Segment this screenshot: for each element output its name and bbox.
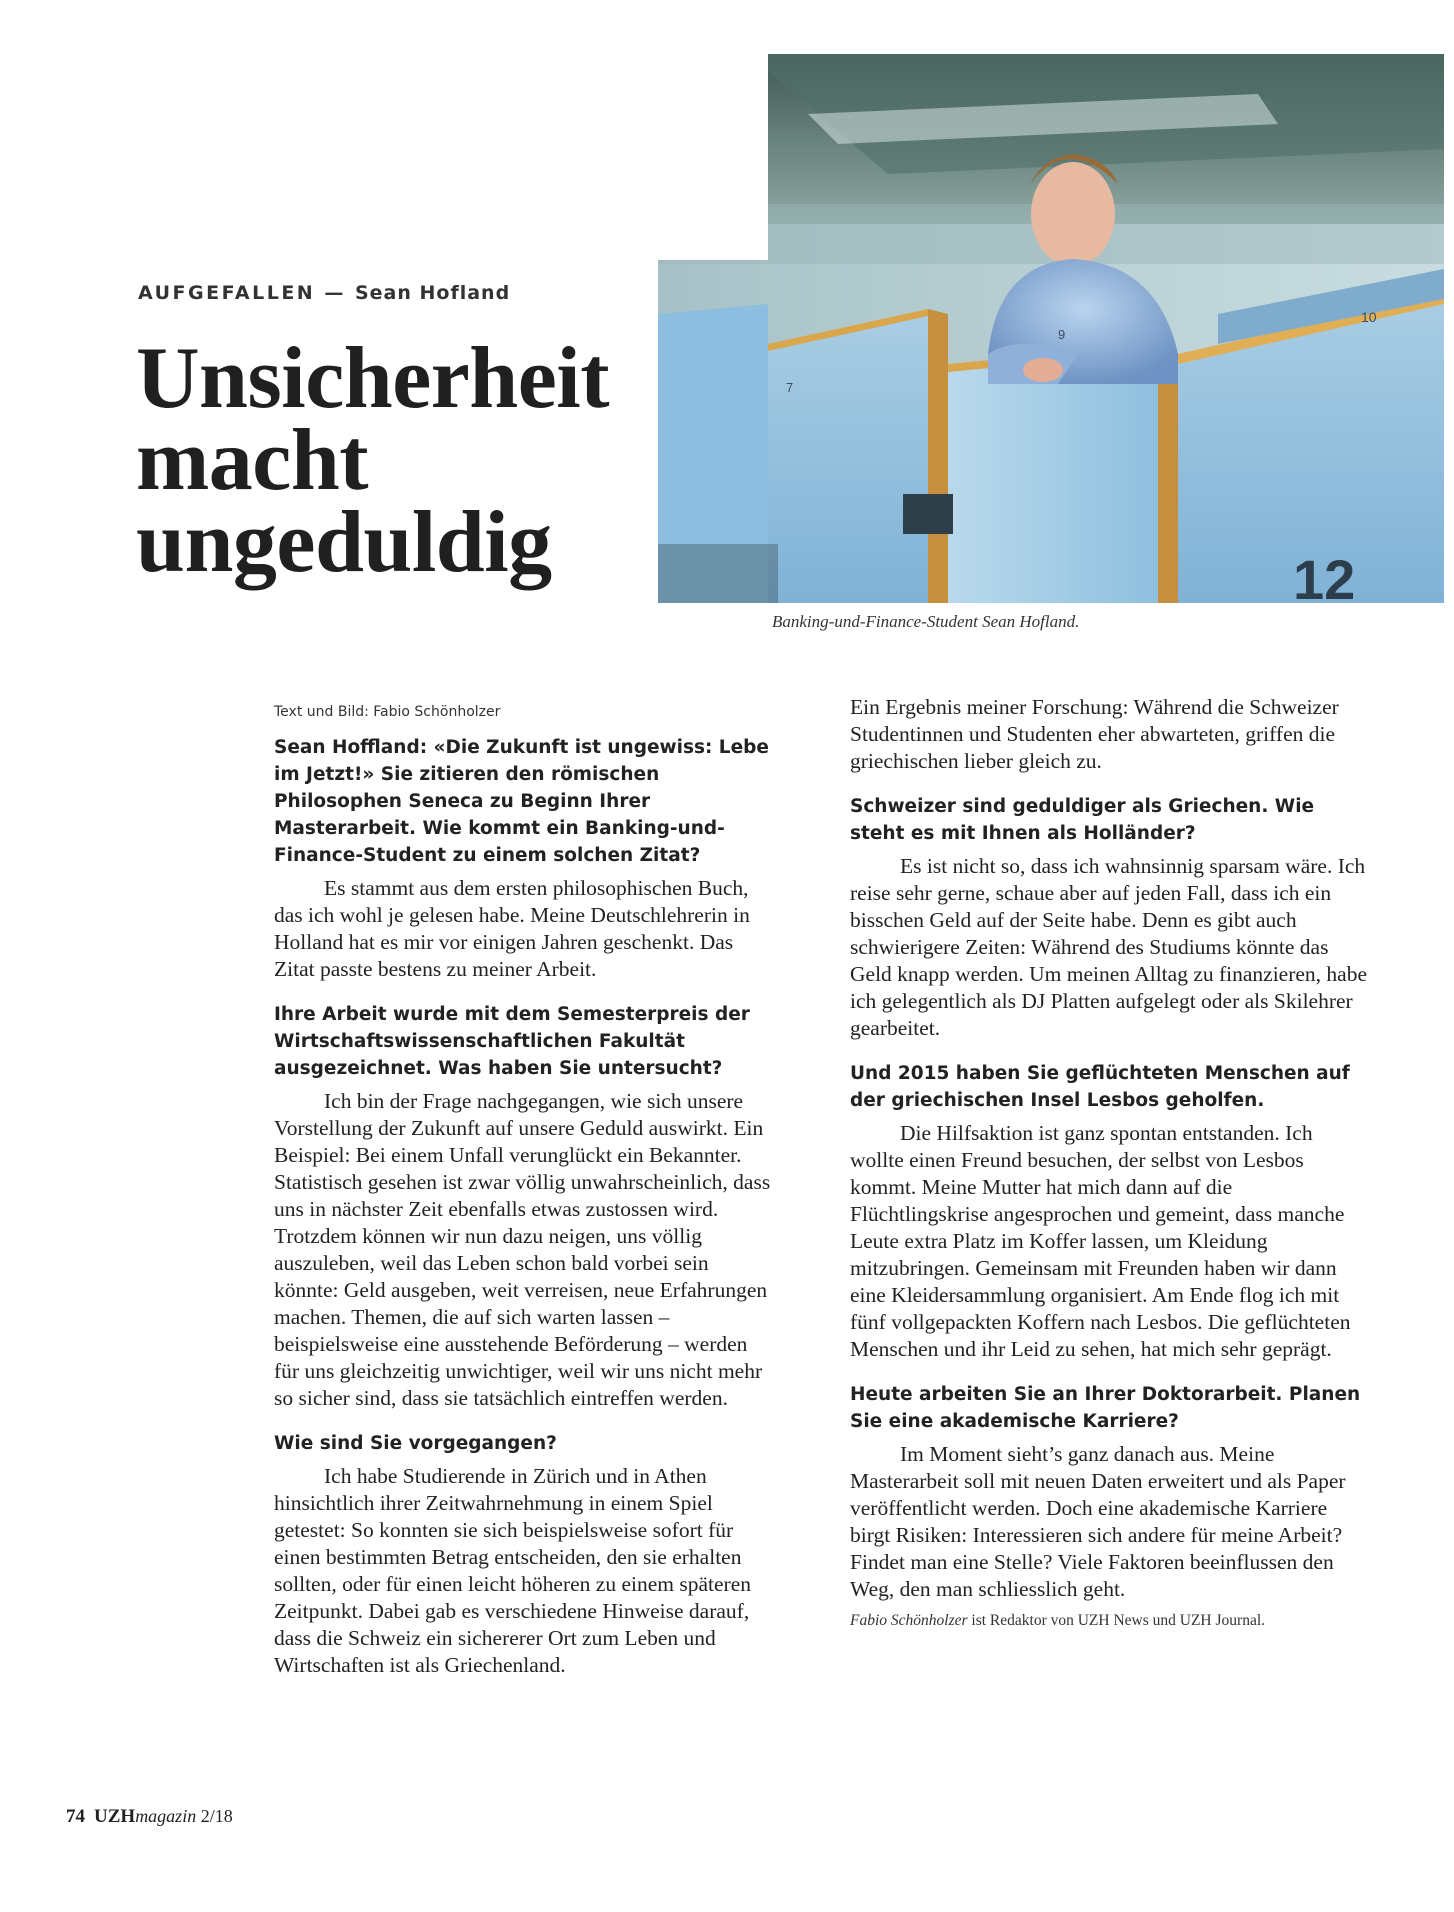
kicker-name: Sean Hofland bbox=[354, 282, 511, 304]
photo-illustration bbox=[658, 54, 1444, 603]
answer-6: Im Moment sieht’s ganz danach aus. Meine Masterarbeit soll mit neuen Daten erweitert und als Paper veröffentlicht werden. Doch eine akademische Karriere birgt Risiken: Interessieren sich andere für meine Arbeit? Findet man eine Stelle? Viele Faktoren beeinflussen den Weg, den man schliesslich geht. bbox=[850, 1442, 1346, 1601]
kicker-label: AUFGEFALLEN bbox=[138, 282, 316, 304]
question-1: Sean Hoffland: «Die Zukunft ist ungewiss: Lebe im Jetzt!» Sie zitieren den römischen Philosophen Seneca zu Beginn Ihrer Masterarbeit. Wie kommt ein Banking-und-Finance-Student zu einem solchen Zitat? bbox=[274, 737, 769, 866]
photo-caption: Banking-und-Finance-Student Sean Hofland. bbox=[772, 612, 1080, 631]
question-5: Und 2015 haben Sie geflüchteten Menschen auf der griechischen Insel Lesbos geholfen. bbox=[850, 1063, 1350, 1111]
photo-notch bbox=[658, 54, 768, 260]
issue-number: 2/18 bbox=[200, 1806, 233, 1826]
headline-line-2: macht bbox=[136, 412, 369, 509]
kicker bbox=[138, 282, 510, 304]
answer-2: Ich bin der Frage nachgegangen, wie sich unsere Vorstellung der Zukunft auf unsere Geduld auswirkt. Ein Beispiel: Bei einem Unfall verunglückt ein Bekannter. Statistisch gesehen ist zwar völlig unwahrscheinlich, dass uns in nächster Zeit ebenfalls etwas zustossen wird. Trotzdem können wir nun dazu neigen, uns völlig auszuleben, weil das Leben schon bald vorbei sein könnte: Geld ausgeben, weit verreisen, neue Erfahrungen machen. Themen, die auf sich warten lassen – beispielsweise eine ausstehende Beförderung – werden für uns gleichzeitig unwichtiger, weil wir uns nicht mehr so sicher sind, dass sie tatsächlich eintreffen werden. bbox=[274, 1089, 771, 1410]
author-note bbox=[850, 1611, 1370, 1631]
desk-number-9: 9 bbox=[1058, 327, 1066, 342]
question-2: Ihre Arbeit wurde mit dem Semesterpreis der Wirtschaftswissenschaftlichen Fakultät ausgezeichnet. Was haben Sie untersucht? bbox=[274, 1004, 750, 1079]
kicker-separator: — bbox=[324, 282, 346, 304]
headline-line-3: ungeduldig bbox=[136, 494, 552, 591]
answer-5: Die Hilfsaktion ist ganz spontan entstanden. Ich wollte einen Freund besuchen, der selbst von Lesbos kommt. Meine Mutter hat mich dann auf die Flüchtlingskrise angesprochen und gemeint, dass manche Leute extra Platz im Koffer lassen, um Kleidung mitzubringen. Gemeinsam mit Freunden haben wir dann eine Kleidersammlung organisiert. Am Ende flog ich mit fünf vollgepackten Koffern nach Lesbos. Die geflüchteten Menschen und ihr Leid zu sehen, hat mich sehr geprägt. bbox=[850, 1121, 1351, 1361]
answer-4: Es ist nicht so, dass ich wahnsinnig sparsam wäre. Ich reise sehr gerne, schaue aber auf jeden Fall, dass ich ein bisschen Geld auf der Seite habe. Denn es gibt auch schwierigere Zeiten: Während des Studiums könnte das Geld knapp werden. Um meinen Alltag zu finanzieren, habe ich gelegentlich als DJ Platten aufgelegt oder als Skilehrer gearbeitet. bbox=[850, 854, 1368, 1040]
question-4: Schweizer sind geduldiger als Griechen. Wie steht es mit Ihnen als Holländer? bbox=[850, 796, 1315, 844]
author-note-text: ist Redaktor von UZH News und UZH Journal. bbox=[971, 1612, 1266, 1629]
answer-1: Es stammt aus dem ersten philosophischen Buch, das ich wohl je gelesen habe. Meine Deutschlehrerin in Holland hat es mir vor einigen Jahren geschenkt. Das Zitat passte bestens zu meiner Arbeit. bbox=[274, 876, 750, 981]
desk-number-12: 12 bbox=[1293, 548, 1356, 603]
magazine-brand: UZH bbox=[94, 1806, 136, 1827]
hero-photo bbox=[658, 54, 1444, 603]
desk-number-10: 10 bbox=[1361, 309, 1377, 325]
page-footer bbox=[66, 1806, 233, 1828]
question-3: Wie sind Sie vorgegangen? bbox=[274, 1433, 557, 1454]
answer-3: Ich habe Studierende in Zürich und in Athen hinsichtlich ihrer Zeitwahrnehmung in einem Spiel getestet: So konnten sie sich beispielsweise sofort für einen bestimmten Betrag entscheiden, den sie erhalten sollten, oder für einen leicht höheren zu einem späteren Zeitpunkt. Dabei gab es verschiedene Hinweise darauf, dass die Schweiz ein sichererer Ort zum Leben und Wirtschaften ist als Griechenland. bbox=[274, 1464, 751, 1677]
answer-3-continuation: Ein Ergebnis meiner Forschung: Während die Schweizer Studentinnen und Studenten eher abwarteten, griffen die griechischen lieber gleich zu. bbox=[850, 695, 1339, 773]
page-number: 74 bbox=[66, 1806, 85, 1827]
magazine-name: magazin bbox=[135, 1806, 197, 1826]
headline-line-1: Unsicherheit bbox=[136, 330, 610, 427]
author-credit: Text und Bild: Fabio Schönholzer bbox=[274, 704, 501, 720]
desk-number-7: 7 bbox=[786, 380, 794, 395]
article-column-left bbox=[274, 692, 774, 1697]
question-6: Heute arbeiten Sie an Ihrer Doktorarbeit. Planen Sie eine akademische Karriere? bbox=[850, 1384, 1361, 1432]
article-column-right bbox=[850, 694, 1370, 1631]
headline bbox=[136, 330, 696, 591]
author-note-name: Fabio Schönholzer bbox=[850, 1612, 968, 1629]
